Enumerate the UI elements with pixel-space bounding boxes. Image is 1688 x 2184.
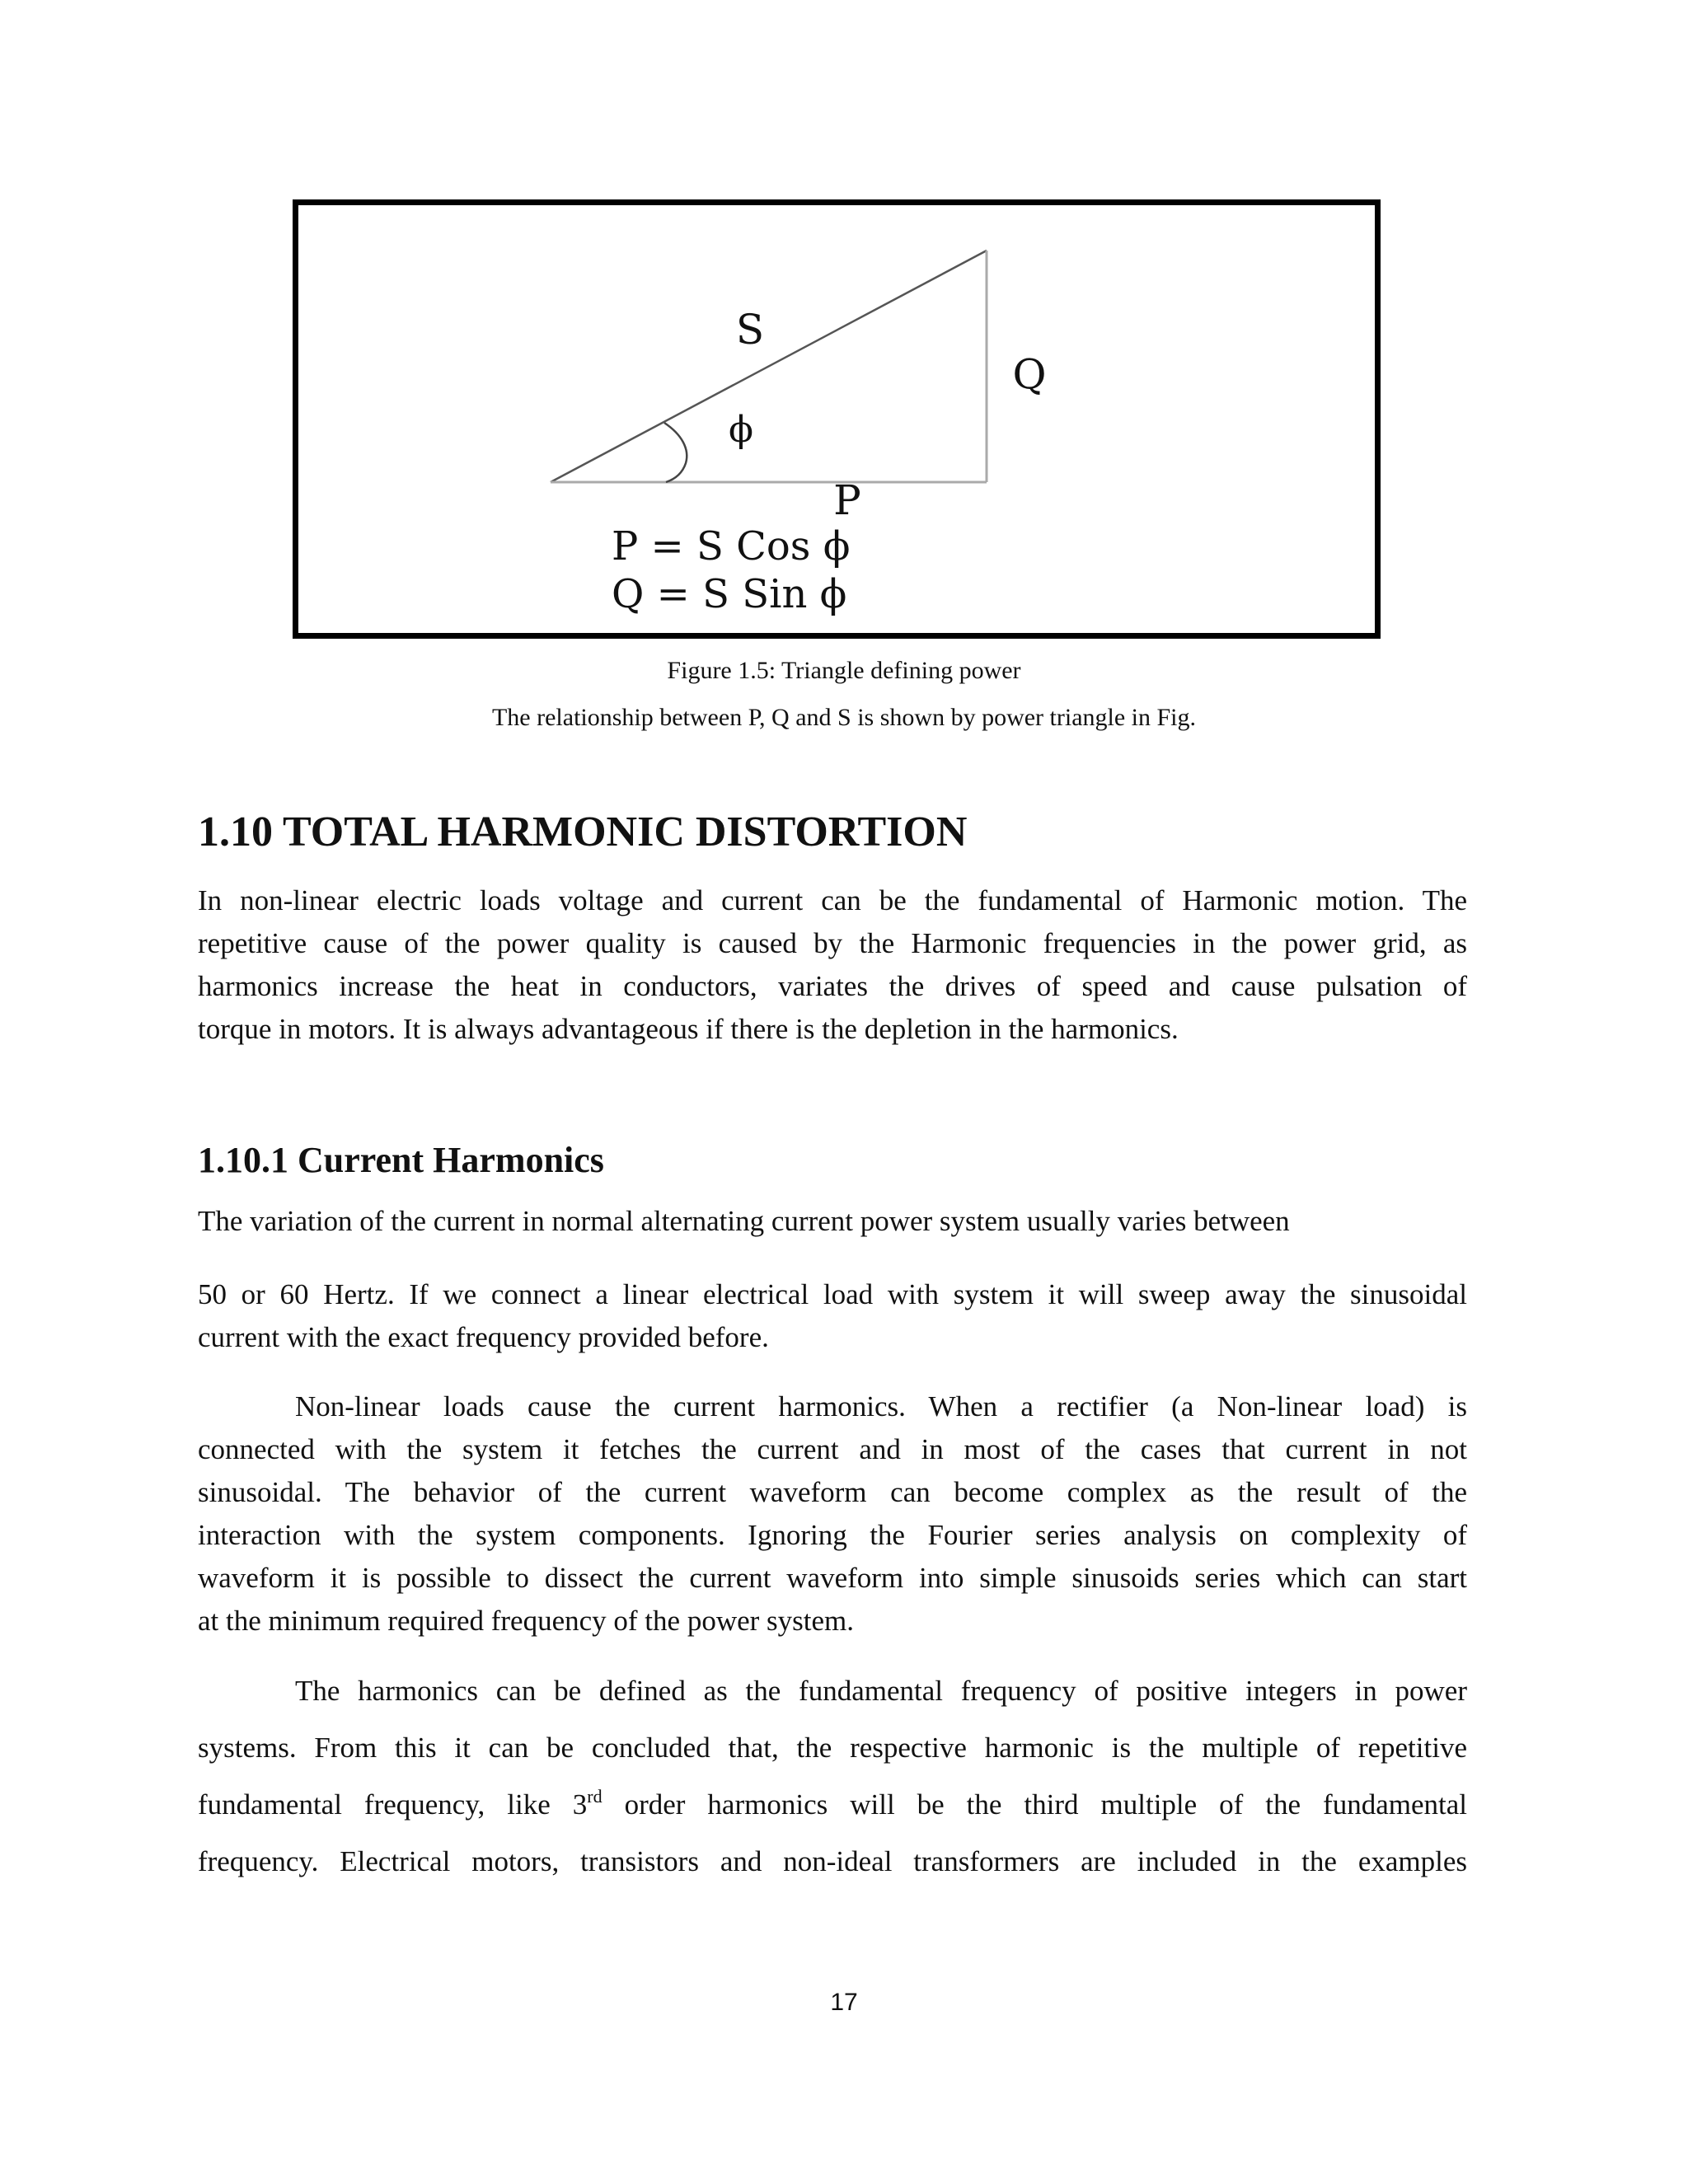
label-p: P	[833, 476, 861, 524]
section-text-line: harmonics increase the heat in conductors, variates the drives of speed and cause pulsation of	[198, 970, 1467, 1002]
hypotenuse-line	[551, 251, 987, 482]
line-text: order harmonics will be the third multiple of the fundamental	[602, 1788, 1467, 1821]
page-number: 17	[830, 1989, 858, 2016]
paragraph-3-line: frequency. Electrical motors, transistors and non-ideal transformers are included in the examples	[198, 1845, 1467, 1877]
section-heading: 1.10 TOTAL HARMONIC DISTORTION	[198, 808, 968, 855]
power-triangle-figure	[293, 199, 1381, 639]
equation-q: Q = S Sin ϕ	[612, 571, 847, 617]
paragraph-2-line: interaction with the system components. Ignoring the Fourier series analysis on complexity of	[198, 1519, 1467, 1551]
label-s: S	[735, 306, 765, 354]
paragraph-1-line: 50 or 60 Hertz. If we connect a linear electrical load with system it will sweep away the sinusoidal	[198, 1278, 1467, 1310]
paragraph-3-line: systems. From this it can be concluded that, the respective harmonic is the multiple of repetitive	[198, 1732, 1467, 1764]
ordinal-superscript: rd	[587, 1786, 603, 1807]
figure-caption: Figure 1.5: Triangle defining power	[667, 657, 1021, 684]
power-triangle-diagram	[298, 205, 1375, 633]
section-text-line: torque in motors. It is always advantageous if there is the depletion in the harmonics.	[198, 1013, 1179, 1045]
paragraph-3-line: The harmonics can be defined as the fundamental frequency of positive integers in power	[295, 1675, 1467, 1707]
paragraph-2-line: Non-linear loads cause the current harmonics. When a rectifier (a Non-linear load) is	[295, 1390, 1467, 1422]
angle-arc	[664, 423, 687, 482]
paragraph-2-line: sinusoidal. The behavior of the current waveform can become complex as the result of the	[198, 1476, 1467, 1508]
equation-p: P = S Cos ϕ	[612, 523, 851, 569]
figure-subcaption: The relationship between P, Q and S is shown by power triangle in Fig.	[491, 704, 1197, 731]
line-text: fundamental frequency, like 3	[198, 1788, 588, 1821]
paragraph-1-line: The variation of the current in normal alternating current power system usually varies between	[198, 1205, 1290, 1237]
section-text-line: repetitive cause of the power quality is caused by the Harmonic frequencies in the power grid, as	[198, 927, 1467, 959]
paragraph-2-line: at the minimum required frequency of the power system.	[198, 1605, 855, 1637]
paragraph-3-line	[198, 1786, 1467, 1824]
paragraph-2-line: waveform it is possible to dissect the current waveform into simple sinusoids series which can start	[198, 1562, 1467, 1594]
subsection-heading: 1.10.1 Current Harmonics	[198, 1140, 604, 1180]
label-q: Q	[1012, 350, 1047, 398]
section-text-line: In non-linear electric loads voltage and current can be the fundamental of Harmonic motion. The	[198, 884, 1467, 916]
paragraph-2-line: connected with the system it fetches the current and in most of the cases that current in not	[198, 1433, 1467, 1465]
label-phi: ϕ	[729, 409, 753, 451]
paragraph-1-line: current with the exact frequency provided before.	[198, 1321, 769, 1353]
